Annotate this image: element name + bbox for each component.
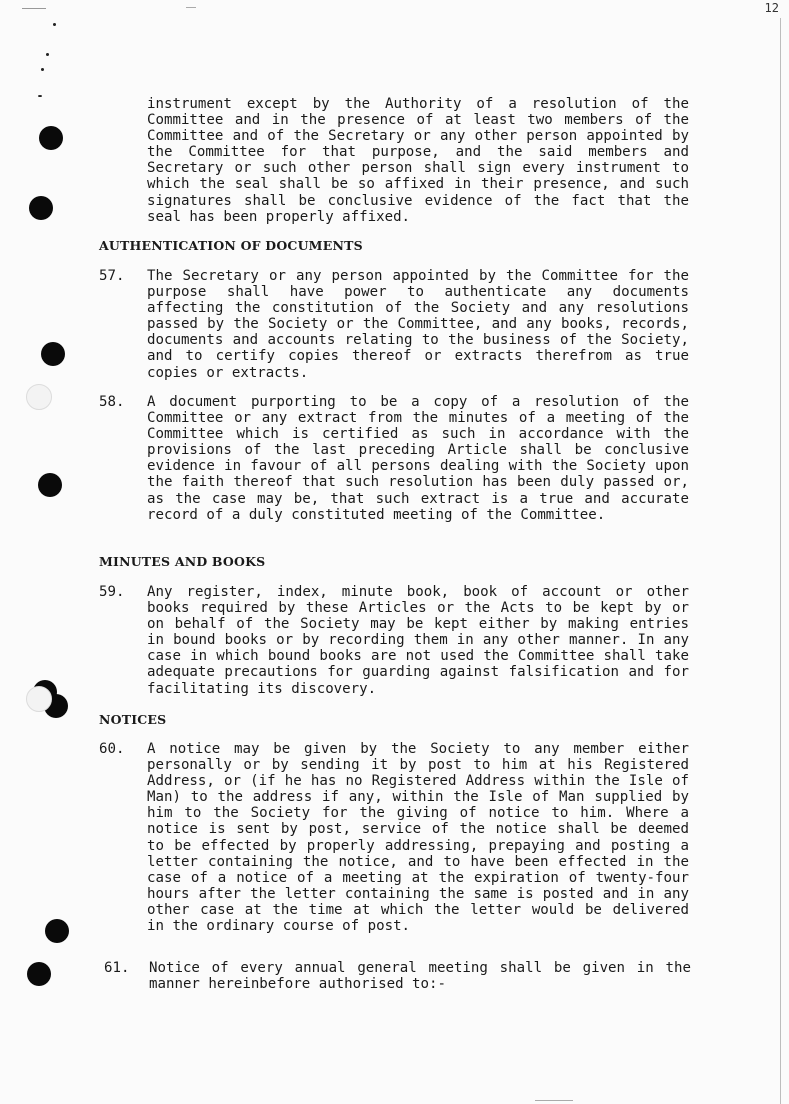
punch-hole — [39, 126, 63, 150]
article-number-58: 58. — [99, 394, 125, 410]
page-number: 12 — [764, 1, 779, 15]
scan-mark — [535, 1100, 573, 1101]
article-number-59: 59. — [99, 584, 125, 600]
punch-hole — [38, 473, 62, 497]
scan-speck — [38, 95, 42, 97]
article-number-57: 57. — [99, 268, 125, 284]
punch-hole — [41, 342, 65, 366]
article-text-60: A notice may be given by the Society to any member either personally or by sending it by post to him at his Registered Address, or (if he has no Registered Address within the Isle of Man) to the address if any, within the Isle of Man supplied by him to the Society for the giving of notice to him. Where a notice is sent by post, service of the notice shall be deemed to be effected by properly addressing, prepaying and posting a letter containing the notice, and to have been effected in the case of a notice of a meeting at the expiration of twenty-four hours after the letter containing the same is posted and in any other case at the time at which the letter would be delivered in the ordinary course of post. — [147, 741, 689, 935]
article-text-61: Notice of every annual general meeting shall be given in the manner hereinbefore authorised to:- — [149, 960, 691, 993]
punch-hole — [45, 919, 69, 943]
section-heading-minutes-and-books: MINUTES AND BOOKS — [99, 554, 266, 569]
section-heading-authentication: AUTHENTICATION OF DOCUMENTS — [99, 238, 363, 253]
punch-hole — [29, 196, 53, 220]
article-number-60: 60. — [99, 741, 125, 757]
punch-hole-faint — [26, 686, 52, 712]
scan-speck — [41, 68, 44, 71]
article-text-57: The Secretary or any person appointed by the Committee for the purpose shall have power to authenticate any documents affecting the constitution of the Society and any resolutions passed by the Society or the Committee, and any books, records, documents and accounts relating to the business of the Society, and to certify copies thereof or extracts therefrom as true copies or extracts. — [147, 268, 689, 381]
article-number-61: 61. — [104, 960, 130, 976]
punch-hole — [27, 962, 51, 986]
scan-mark — [22, 8, 46, 9]
section-heading-notices: NOTICES — [99, 712, 167, 727]
article-continuation-text: instrument except by the Authority of a resolution of the Committee and in the presence of at least two members of the Committee and of the Secretary or any other person appointed by the Committee for that purpose, and the said members and Secretary or such other person shall sign every instrument to which the seal shall be so affixed in their presence, and such signatures shall be conclusive evidence of the fact that the seal has been properly affixed. — [147, 96, 689, 225]
scan-mark — [186, 7, 196, 8]
scan-speck — [53, 23, 56, 26]
scan-speck — [46, 53, 49, 56]
page-edge-shadow — [780, 18, 781, 1104]
punch-hole-faint — [26, 384, 52, 410]
article-text-58: A document purporting to be a copy of a resolution of the Committee or any extract from the minutes of a meeting of the Committee which is certified as such in accordance with the provisions of the last preceding Article shall be conclusive evidence in favour of all persons dealing with the Society upon the faith thereof that such resolution has been duly passed or, as the case may be, that such extract is a true and accurate record of a duly constituted meeting of the Committee. — [147, 394, 689, 523]
article-text-59: Any register, index, minute book, book of account or other books required by these Articles or the Acts to be kept by or on behalf of the Society may be kept either by making entries in bound books or by recording them in any other manner. In any case in which bound books are not used the Committee shall take adequate precautions for guarding against falsification and for facilitating its discovery. — [147, 584, 689, 697]
